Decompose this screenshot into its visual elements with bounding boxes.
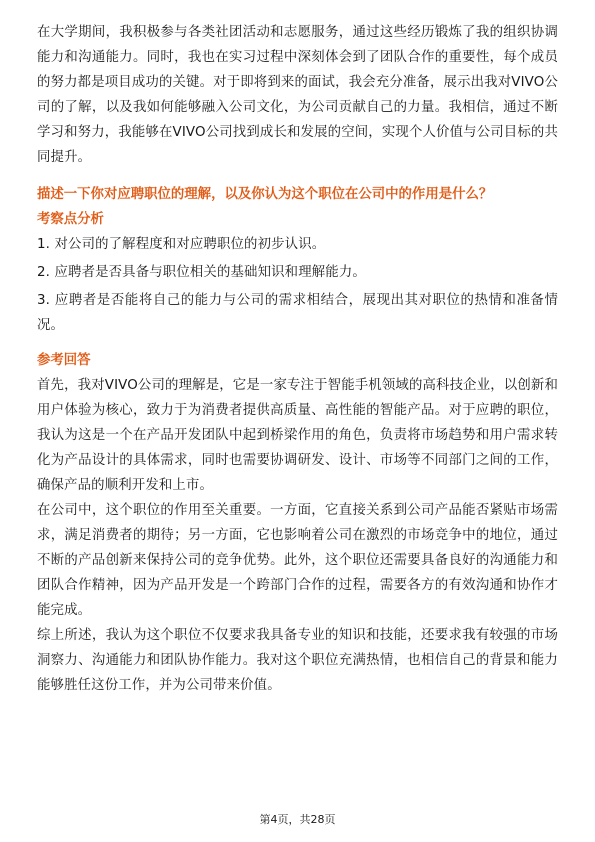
analysis-item-3: 3. 应聘者是否能将自己的能力与公司的需求相结合，展现出其对职位的热情和准备情况。 [37, 293, 558, 333]
answer-paragraph-3: 综上所述，我认为这个职位不仅要求我具备专业的知识和技能，还要求我有较强的市场洞察力、沟通能力和团队协作能力。我对这个职位充满热情，也相信自己的背景和能力能够胜任这份工作，并为公司带来价值。 [37, 628, 558, 693]
question-heading: 描述一下你对应聘职位的理解，以及你认为这个职位在公司中的作用是什么？ [37, 187, 493, 202]
analysis-item-1: 1. 对公司的了解程度和对应聘职位的初步认识。 [37, 237, 326, 252]
answer-body [37, 373, 558, 698]
page-content [37, 20, 558, 698]
analysis-heading: 考察点分析 [37, 212, 104, 227]
answer-paragraph-1: 首先，我对VIVO公司的理解是，它是一家专注于智能手机领域的高科技企业，以创新和用户体验为核心，致力于为消费者提供高质量、高性能的智能产品。对于应聘的职位，我认为这是一个在产品开发团队中起到桥梁作用的角色，负责将市场趋势和用户需求转化为产品设计的具体需求，同时也需要协调研发、设计、市场等不同部门之间的工作，确保产品的顺利开发和上市。 [37, 378, 558, 493]
answer-paragraph-2: 在公司中，这个职位的作用至关重要。一方面，它直接关系到公司产品能否紧贴市场需求，满足消费者的期待；另一方面，它也影响着公司在激烈的市场竞争中的地位，通过不断的产品创新来保持公司的竞争优势。此外，这个职位还需要具备良好的沟通能力和团队合作精神，因为产品开发是一个跨部门合作的过程，需要各方的有效沟通和协作才能完成。 [37, 503, 558, 618]
answer-heading: 参考回答 [37, 353, 91, 368]
intro-paragraph: 在大学期间，我积极参与各类社团活动和志愿服务，通过这些经历锻炼了我的组织协调能力和沟通能力。同时，我也在实习过程中深刻体会到了团队合作的重要性，每个成员的努力都是项目成功的关键。对于即将到来的面试，我会充分准备，展示出我对VIVO公司的了解，以及我如何能够融入公司文化，为公司贡献自己的力量。我相信，通过不断学习和努力，我能够在VIVO公司找到成长和发展的空间，实现个人价值与公司目标的共同提升。 [37, 25, 558, 165]
page-number-footer: 第4页，共28页 [259, 813, 336, 826]
analysis-list [37, 232, 558, 338]
analysis-item-2: 2. 应聘者是否具备与职位相关的基础知识和理解能力。 [37, 265, 366, 280]
